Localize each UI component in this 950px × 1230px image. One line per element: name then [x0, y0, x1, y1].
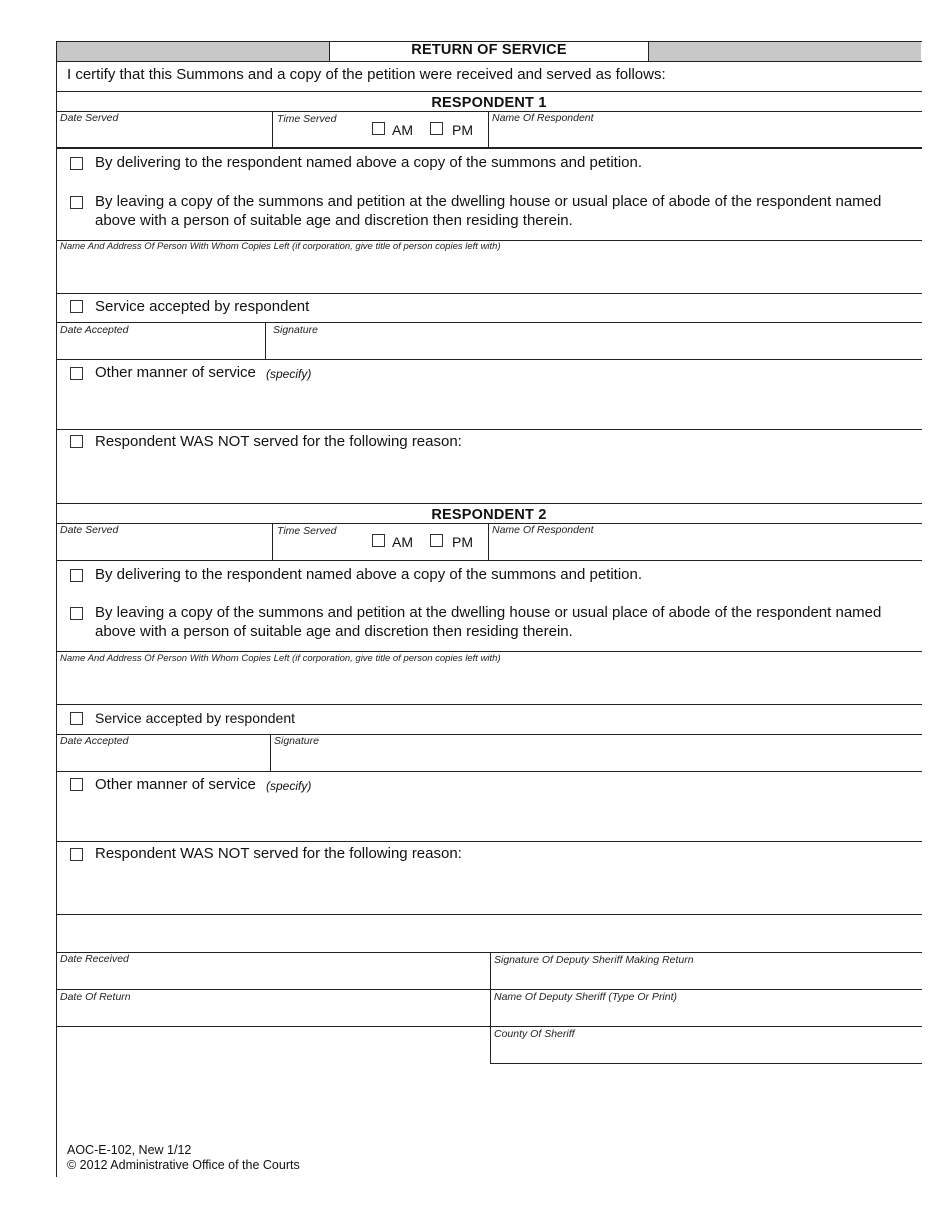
r1-other-text: Other manner of service	[95, 364, 256, 381]
r2-signature-label: Signature	[274, 735, 319, 747]
county-label: County Of Sheriff	[494, 1028, 575, 1040]
r1-leaving-text-1: By leaving a copy of the summons and petition at the dwelling house or usual place of abode of the respondent named	[95, 193, 882, 210]
r2-deliver-text: By delivering to the respondent named above a copy of the summons and petition.	[95, 566, 643, 583]
date-of-return-label: Date Of Return	[60, 991, 131, 1003]
r1-signature-label: Signature	[273, 324, 318, 336]
r1-other-checkbox[interactable]	[70, 367, 83, 380]
deputy-name-label: Name Of Deputy Sheriff (Type Or Print)	[494, 991, 678, 1003]
deputy-signature-label: Signature Of Deputy Sheriff Making Return	[494, 954, 694, 966]
date-received-label: Date Received	[60, 953, 129, 965]
header-gray-right	[649, 42, 921, 61]
r1-not-served-checkbox[interactable]	[70, 435, 83, 448]
form-id: AOC-E-102, New 1/12	[67, 1143, 192, 1157]
r1-not-served-text: Respondent WAS NOT served for the following reason:	[95, 433, 462, 450]
form-title: RETURN OF SERVICE	[411, 42, 567, 58]
r2-date-served-label: Date Served	[60, 524, 119, 536]
r2-leaving-text-1: By leaving a copy of the summons and petition at the dwelling house or usual place of abode of the respondent named	[95, 604, 882, 621]
r1-time-served-label: Time Served	[277, 113, 337, 125]
r1-accepted-checkbox[interactable]	[70, 300, 83, 313]
r2-pm-checkbox[interactable]	[430, 534, 443, 547]
certify-text: I certify that this Summons and a copy of the petition were received and served as follows:	[67, 66, 666, 83]
r2-leaving-checkbox[interactable]	[70, 607, 83, 620]
r2-accepted-text: Service accepted by respondent	[95, 710, 296, 726]
r1-am-label: AM	[392, 122, 413, 138]
r2-date-accepted-label: Date Accepted	[60, 735, 129, 747]
r2-leaving-text-2: above with a person of suitable age and discretion then residing therein.	[95, 623, 573, 640]
r1-date-served-label: Date Served	[60, 112, 119, 124]
r1-leaving-checkbox[interactable]	[70, 196, 83, 209]
r2-not-served-text: Respondent WAS NOT served for the following reason:	[95, 845, 462, 862]
r1-specify-text: (specify)	[266, 367, 312, 381]
r1-deliver-checkbox[interactable]	[70, 157, 83, 170]
r1-pm-label: PM	[452, 122, 473, 138]
respondent-2-heading: RESPONDENT 2	[431, 507, 547, 523]
r2-specify-text: (specify)	[266, 779, 312, 793]
copyright: © 2012 Administrative Office of the Courts	[67, 1158, 300, 1172]
r2-name-label: Name Of Respondent	[492, 524, 594, 536]
r2-copies-left-label: Name And Address Of Person With Whom Copies Left (if corporation, give title of person copies left with)	[60, 653, 501, 664]
header-gray-left	[57, 42, 329, 61]
r2-time-served-label: Time Served	[277, 525, 337, 537]
r1-accepted-text: Service accepted by respondent	[95, 298, 310, 315]
r2-other-checkbox[interactable]	[70, 778, 83, 791]
r1-am-checkbox[interactable]	[372, 122, 385, 135]
r1-leaving-text-2: above with a person of suitable age and discretion then residing therein.	[95, 212, 573, 229]
r2-accepted-checkbox[interactable]	[70, 712, 83, 725]
r2-deliver-checkbox[interactable]	[70, 569, 83, 582]
r2-am-label: AM	[392, 534, 413, 550]
r1-deliver-text: By delivering to the respondent named above a copy of the summons and petition.	[95, 154, 643, 171]
r1-name-label: Name Of Respondent	[492, 112, 594, 124]
r1-pm-checkbox[interactable]	[430, 122, 443, 135]
r1-copies-left-label: Name And Address Of Person With Whom Copies Left (if corporation, give title of person copies left with)	[60, 241, 501, 252]
r2-not-served-checkbox[interactable]	[70, 848, 83, 861]
respondent-1-heading: RESPONDENT 1	[431, 95, 547, 111]
r2-am-checkbox[interactable]	[372, 534, 385, 547]
r1-date-accepted-label: Date Accepted	[60, 324, 129, 336]
r2-pm-label: PM	[452, 534, 473, 550]
r2-other-text: Other manner of service	[95, 776, 256, 793]
left-border	[56, 42, 57, 1177]
